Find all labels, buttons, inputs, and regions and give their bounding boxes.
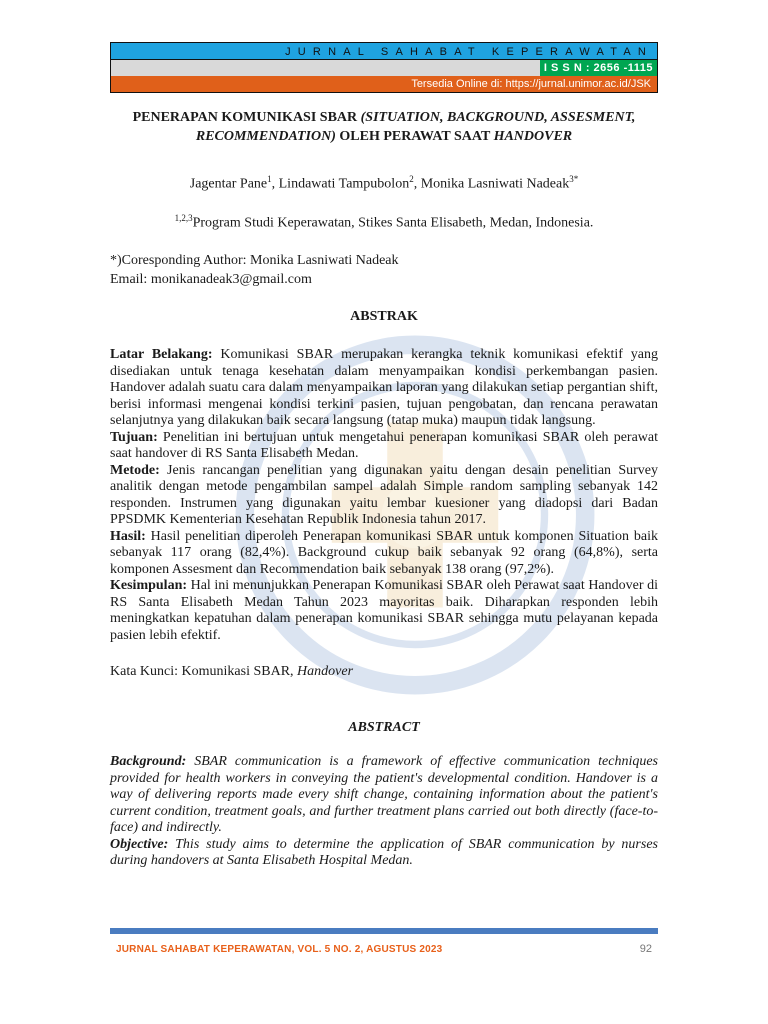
author-superscript: 2 xyxy=(409,174,414,184)
abstrak-latar-belakang xyxy=(110,347,658,430)
section-text: Komunikasi SBAR merupakan kerangka teknik komunikasi efektif yang disediakan untuk tenaga kesehatan dalam menyampaikan kondisi perkembangan pasien. Handover adalah suatu cara dalam menyampaikan laporan yang dilakukan setiap pergantian shift, berisi informasi mengenai kondisi terkini pasien, tujuan pengobatan, dan rencana perawatan selanjutnya yang dilakukan baik secara langsung (tatap muka) maupun tidak langsung. xyxy=(110,347,658,429)
section-text: Jenis rancangan penelitian yang digunakan yaitu dengan desain penelitian Survey analitik dengan metode pengambilan sampel adalah Simple random sampling sebanyak 142 responden. Instrumen yang digunakan yaitu lembar kuesioner yang diadopsi dari Badan PPSDMK Kementerian Kesehatan Republik Indonesia tahun 2017. xyxy=(110,462,658,528)
kata-kunci xyxy=(110,664,658,680)
section-label: Latar Belakang: xyxy=(110,347,213,363)
keywords-label: Kata Kunci: Komunikasi SBAR, xyxy=(110,664,298,680)
keywords-italic: Handover xyxy=(297,664,354,680)
title-part: PENERAPAN KOMUNIKASI SBAR xyxy=(132,110,361,125)
abstrak-heading: ABSTRAK xyxy=(350,309,418,325)
author-list xyxy=(110,174,658,193)
section-label: Metode: xyxy=(110,462,160,478)
paper-title xyxy=(110,108,658,146)
author-superscript: 3* xyxy=(569,174,579,184)
affiliation-text: Program Studi Keperawatan, Stikes Santa Elisabeth, Medan, Indonesia. xyxy=(192,215,594,231)
page-number: 92 xyxy=(639,943,652,955)
corresponding-author xyxy=(110,251,658,289)
abstrak-kesimpulan xyxy=(110,578,658,644)
section-text: Hasil penelitian diperoleh Penerapan komunikasi SBAR untuk komponen Situation baik sebanyak 117 orang (82,4%). Background cukup baik sebanyak 92 orang (64,8%), serta komponen Assesment dan Recommendation baik sebanyak 138 orang (97,2%). xyxy=(110,528,658,577)
abstrak-tujuan xyxy=(110,430,658,463)
author-superscript: 1 xyxy=(267,174,272,184)
affiliation xyxy=(110,213,658,232)
section-text: This study aims to determine the application of SBAR communication by nurses during handovers at Santa Elisabeth Hospital Medan. xyxy=(110,836,658,869)
abstract-background xyxy=(110,754,658,837)
journal-header xyxy=(110,42,658,93)
issn-badge: I S S N : 2656 -1115 xyxy=(540,60,657,76)
corresponding-author-name: *)Coresponding Author: Monika Lasniwati Nadeak xyxy=(110,253,399,269)
author-name: , Monika Lasniwati Nadeak xyxy=(413,176,570,192)
footer-divider xyxy=(110,928,658,934)
section-label: Tujuan: xyxy=(110,429,158,445)
section-text: Penelitian ini bertujuan untuk mengetahui penerapan komunikasi SBAR oleh perawat saat handover di RS Santa Elisabeth Medan. xyxy=(110,429,658,462)
title-part-italic: (SITUATION, BACKGROUND, ASSESMENT, RECOMMENDATION) xyxy=(195,110,636,144)
abstrak-body xyxy=(110,347,658,644)
section-label: Hasil: xyxy=(110,528,146,544)
paper-content xyxy=(110,108,658,870)
footer-journal-citation: JURNAL SAHABAT KEPERAWATAN, VOL. 5 NO. 2, AGUSTUS 2023 xyxy=(116,944,443,955)
corresponding-email: Email: monikanadeak3@gmail.com xyxy=(110,272,312,288)
section-label: Objective: xyxy=(110,836,169,852)
section-label: Kesimpulan: xyxy=(110,578,188,594)
online-availability-bar: Tersedia Online di: https://jurnal.unimor.ac.id/JSK xyxy=(110,76,658,93)
journal-name-bar: JURNAL SAHABAT KEPERAWATAN xyxy=(110,42,658,60)
issn-bar xyxy=(110,60,658,76)
title-part-italic: HANDOVER xyxy=(493,129,573,144)
affiliation-superscript: 1,2,3 xyxy=(174,212,193,223)
abstract-heading: ABSTRACT xyxy=(348,720,420,736)
abstract-body xyxy=(110,754,658,870)
section-text: Hal ini menunjukkan Penerapan Komunikasi SBAR oleh Perawat saat Handover di RS Santa Elisabeth Medan Tahun 2023 mayoritas baik. Diharapkan responden lebih meningkatkan kepatuhan dalam penerapan komunikasi SBAR sehingga mutu pelayanan kepada pasien lebih efektif. xyxy=(110,578,658,643)
abstrak-hasil xyxy=(110,529,658,579)
author-name: , Lindawati Tampubolon xyxy=(271,176,410,192)
abstrak-metode xyxy=(110,463,658,529)
author-name: Jagentar Pane xyxy=(189,176,268,192)
section-text: SBAR communication is a framework of effective communication techniques provided for health workers in conveying the patient's developmental condition. Handover is a way of delivering reports made every shift change, containing information about the patient's current condition, treatment goals, and further treatment plans carried out both directly (face-to-face) and indirectly. xyxy=(110,754,658,836)
section-label: Background: xyxy=(110,754,187,770)
abstract-objective xyxy=(110,837,658,870)
title-part: OLEH PERAWAT SAAT xyxy=(335,129,494,144)
